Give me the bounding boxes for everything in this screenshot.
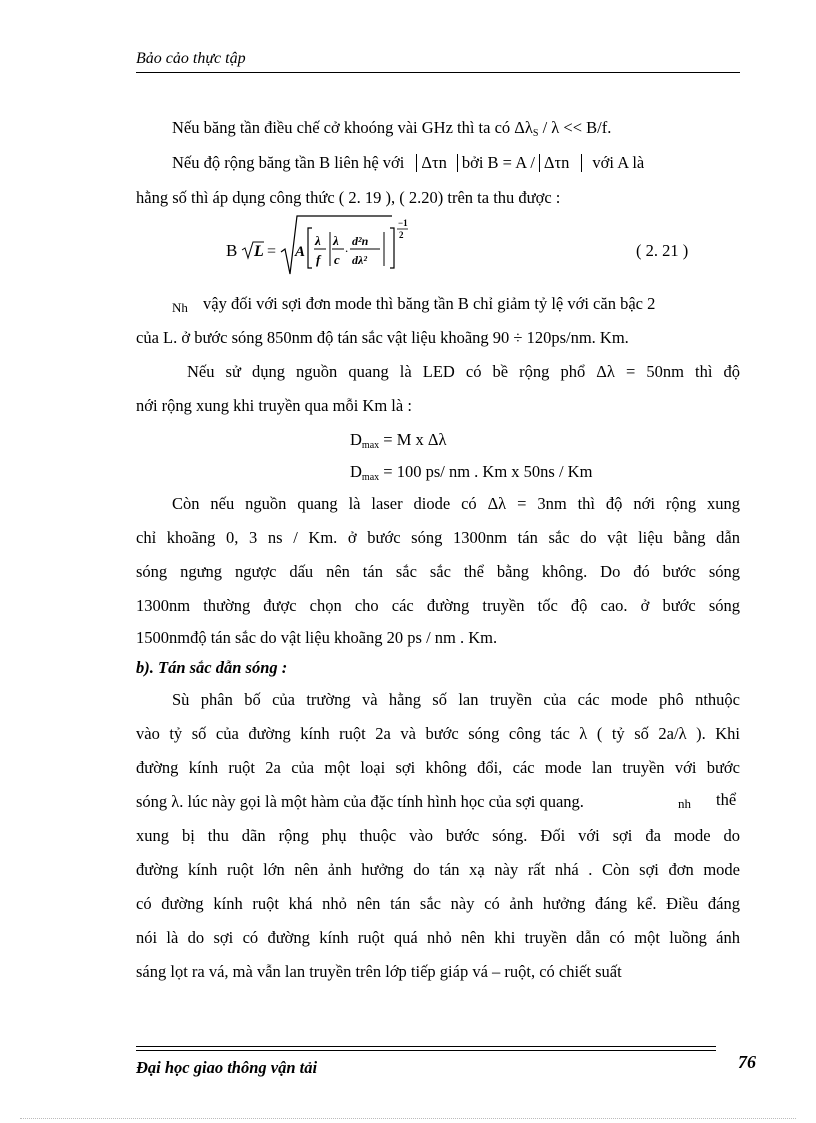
- line-16-end: thể: [716, 790, 737, 809]
- line-1: [172, 118, 611, 144]
- equation-number: ( 2. 21 ): [636, 241, 689, 260]
- line-14: vào tỷ số của đường kính ruột 2a và bước sóng công tác λ ( tỷ số 2a/λ ). Khi: [136, 724, 740, 743]
- text: D: [350, 462, 362, 481]
- line-4: vậy đối với sợi đơn mode thì băng tần B chỉ giảm tỷ lệ với căn bậc 2: [203, 294, 656, 313]
- text: Nếu độ rộng băng tần B liên hệ với: [172, 153, 405, 172]
- eq-label: B: [226, 241, 238, 260]
- footer-rule: [136, 1046, 716, 1047]
- page-header: Bảo cảo thực tập: [136, 50, 246, 67]
- exponent: 2: [399, 230, 404, 240]
- text: bởi B = A /: [461, 153, 535, 172]
- line-20: nói là do sợi có đường kính ruột quá nhỏ nên khi truyền dẫn có một luồng ánh: [136, 928, 740, 947]
- eq-frac-num: λ: [315, 233, 321, 248]
- eq-frac-den: dλ²: [352, 253, 367, 267]
- page-number: 76: [738, 1052, 756, 1072]
- line-15: đường kính ruột 2a của một loại sợi không đổi, các mode lan truyền với bước: [136, 758, 740, 777]
- formula-dmax-2: [350, 462, 592, 488]
- line-21: sáng lọt ra vá, mà vẫn lan truyền trên lớp tiếp giáp vá – ruột, có chiết suất: [136, 962, 622, 981]
- line-7: nới rộng xung khi truyền qua mỗi Km là :: [136, 396, 412, 415]
- equation-2-21: [226, 212, 426, 283]
- artifact-nh: nh: [678, 796, 691, 811]
- text: = 100 ps/ nm . Km x 50ns / Km: [379, 462, 593, 481]
- abs-bar: [581, 154, 582, 172]
- eq-frac-num: d²n: [352, 234, 369, 248]
- line-8: Còn nếu nguồn quang là laser diode có Δλ = 3nm thì độ nới rộng xung: [172, 494, 740, 513]
- eq-frac-den: c: [334, 252, 340, 267]
- formula-dmax-1: [350, 430, 446, 456]
- text: với A là: [592, 153, 645, 172]
- line-9: chỉ khoãng 0, 3 ns / Km. ở bước sóng 1300nm tán sắc do vật liệu bằng dẫn: [136, 528, 740, 547]
- text: Δτn: [421, 153, 447, 172]
- line-11: 1300nm thường được chọn cho các đường truyền tốc độ cao. ở bước sóng: [136, 596, 740, 615]
- line-17: xung bị thu dãn rộng phụ thuộc vào bước sóng. Đối với sợi đa mode do: [136, 826, 740, 845]
- text: Δτn: [543, 153, 570, 172]
- exponent: −1: [398, 218, 408, 228]
- text: / λ << B/f.: [538, 118, 612, 137]
- line-18: đường kính ruột lớn nên ảnh hưởng do tán xạ này rất nhá . Còn sợi đơn mode: [136, 860, 740, 879]
- abs-bar: [457, 154, 458, 172]
- line-13: Sù phân bố của trường và hằng số lan truyền của các mode phô nthuộc: [172, 690, 740, 709]
- eq-var: L: [254, 243, 264, 260]
- abs-bar: [539, 154, 540, 172]
- text: = M x Δλ: [379, 430, 447, 449]
- line-3: hằng số thì áp dụng công thức ( 2. 19 ), ( 2.20) trên ta thu được :: [136, 188, 561, 207]
- line-12: 1500nmđộ tán sắc do vật liệu khoãng 20 ps / nm . Km.: [136, 628, 498, 647]
- eq-var: A: [295, 244, 306, 260]
- subscript: S: [532, 128, 539, 139]
- artifact-nh: Nh: [172, 300, 188, 315]
- footer-rule: [136, 1050, 716, 1051]
- section-heading: b). Tán sắc dẫn sóng :: [136, 658, 288, 677]
- subscript: max: [361, 440, 380, 451]
- line-10: sóng ngưng ngược dấu nên tán sắc sắc thể bằng không. Do đó bước sóng: [136, 562, 740, 581]
- text: D: [350, 430, 362, 449]
- page-edge: [20, 1118, 796, 1119]
- subscript: max: [361, 472, 380, 483]
- text: Nếu băng tần điều chế cở khoóng vài GHz thì ta có Δλ: [172, 118, 533, 137]
- line-19: có đường kính ruột khá nhỏ nên tán sắc này có ảnh hưởng đáng kể. Điều đáng: [136, 894, 740, 913]
- eq-frac-num: λ: [333, 233, 339, 248]
- line-5: của L. ở bước sóng 850nm độ tán sắc vật liệu khoãng 90 ÷ 120ps/nm. Km.: [136, 328, 629, 347]
- brackets: [308, 228, 394, 268]
- line-2: [172, 153, 644, 173]
- eq-sign: .: [345, 240, 349, 255]
- line-6: Nếu sử dụng nguồn quang là LED có bề rộng phổ Δλ = 50nm thì độ: [187, 362, 740, 381]
- eq-sign: =: [267, 243, 277, 260]
- header-rule: [136, 72, 740, 73]
- eq-frac-den: f: [316, 252, 321, 267]
- abs-bar: [416, 154, 417, 172]
- line-16: sóng λ. lúc này gọi là một hàm của đặc tính hình học của sợi quang.: [136, 792, 584, 811]
- footer-institution: Đại học giao thông vận tải: [136, 1058, 318, 1077]
